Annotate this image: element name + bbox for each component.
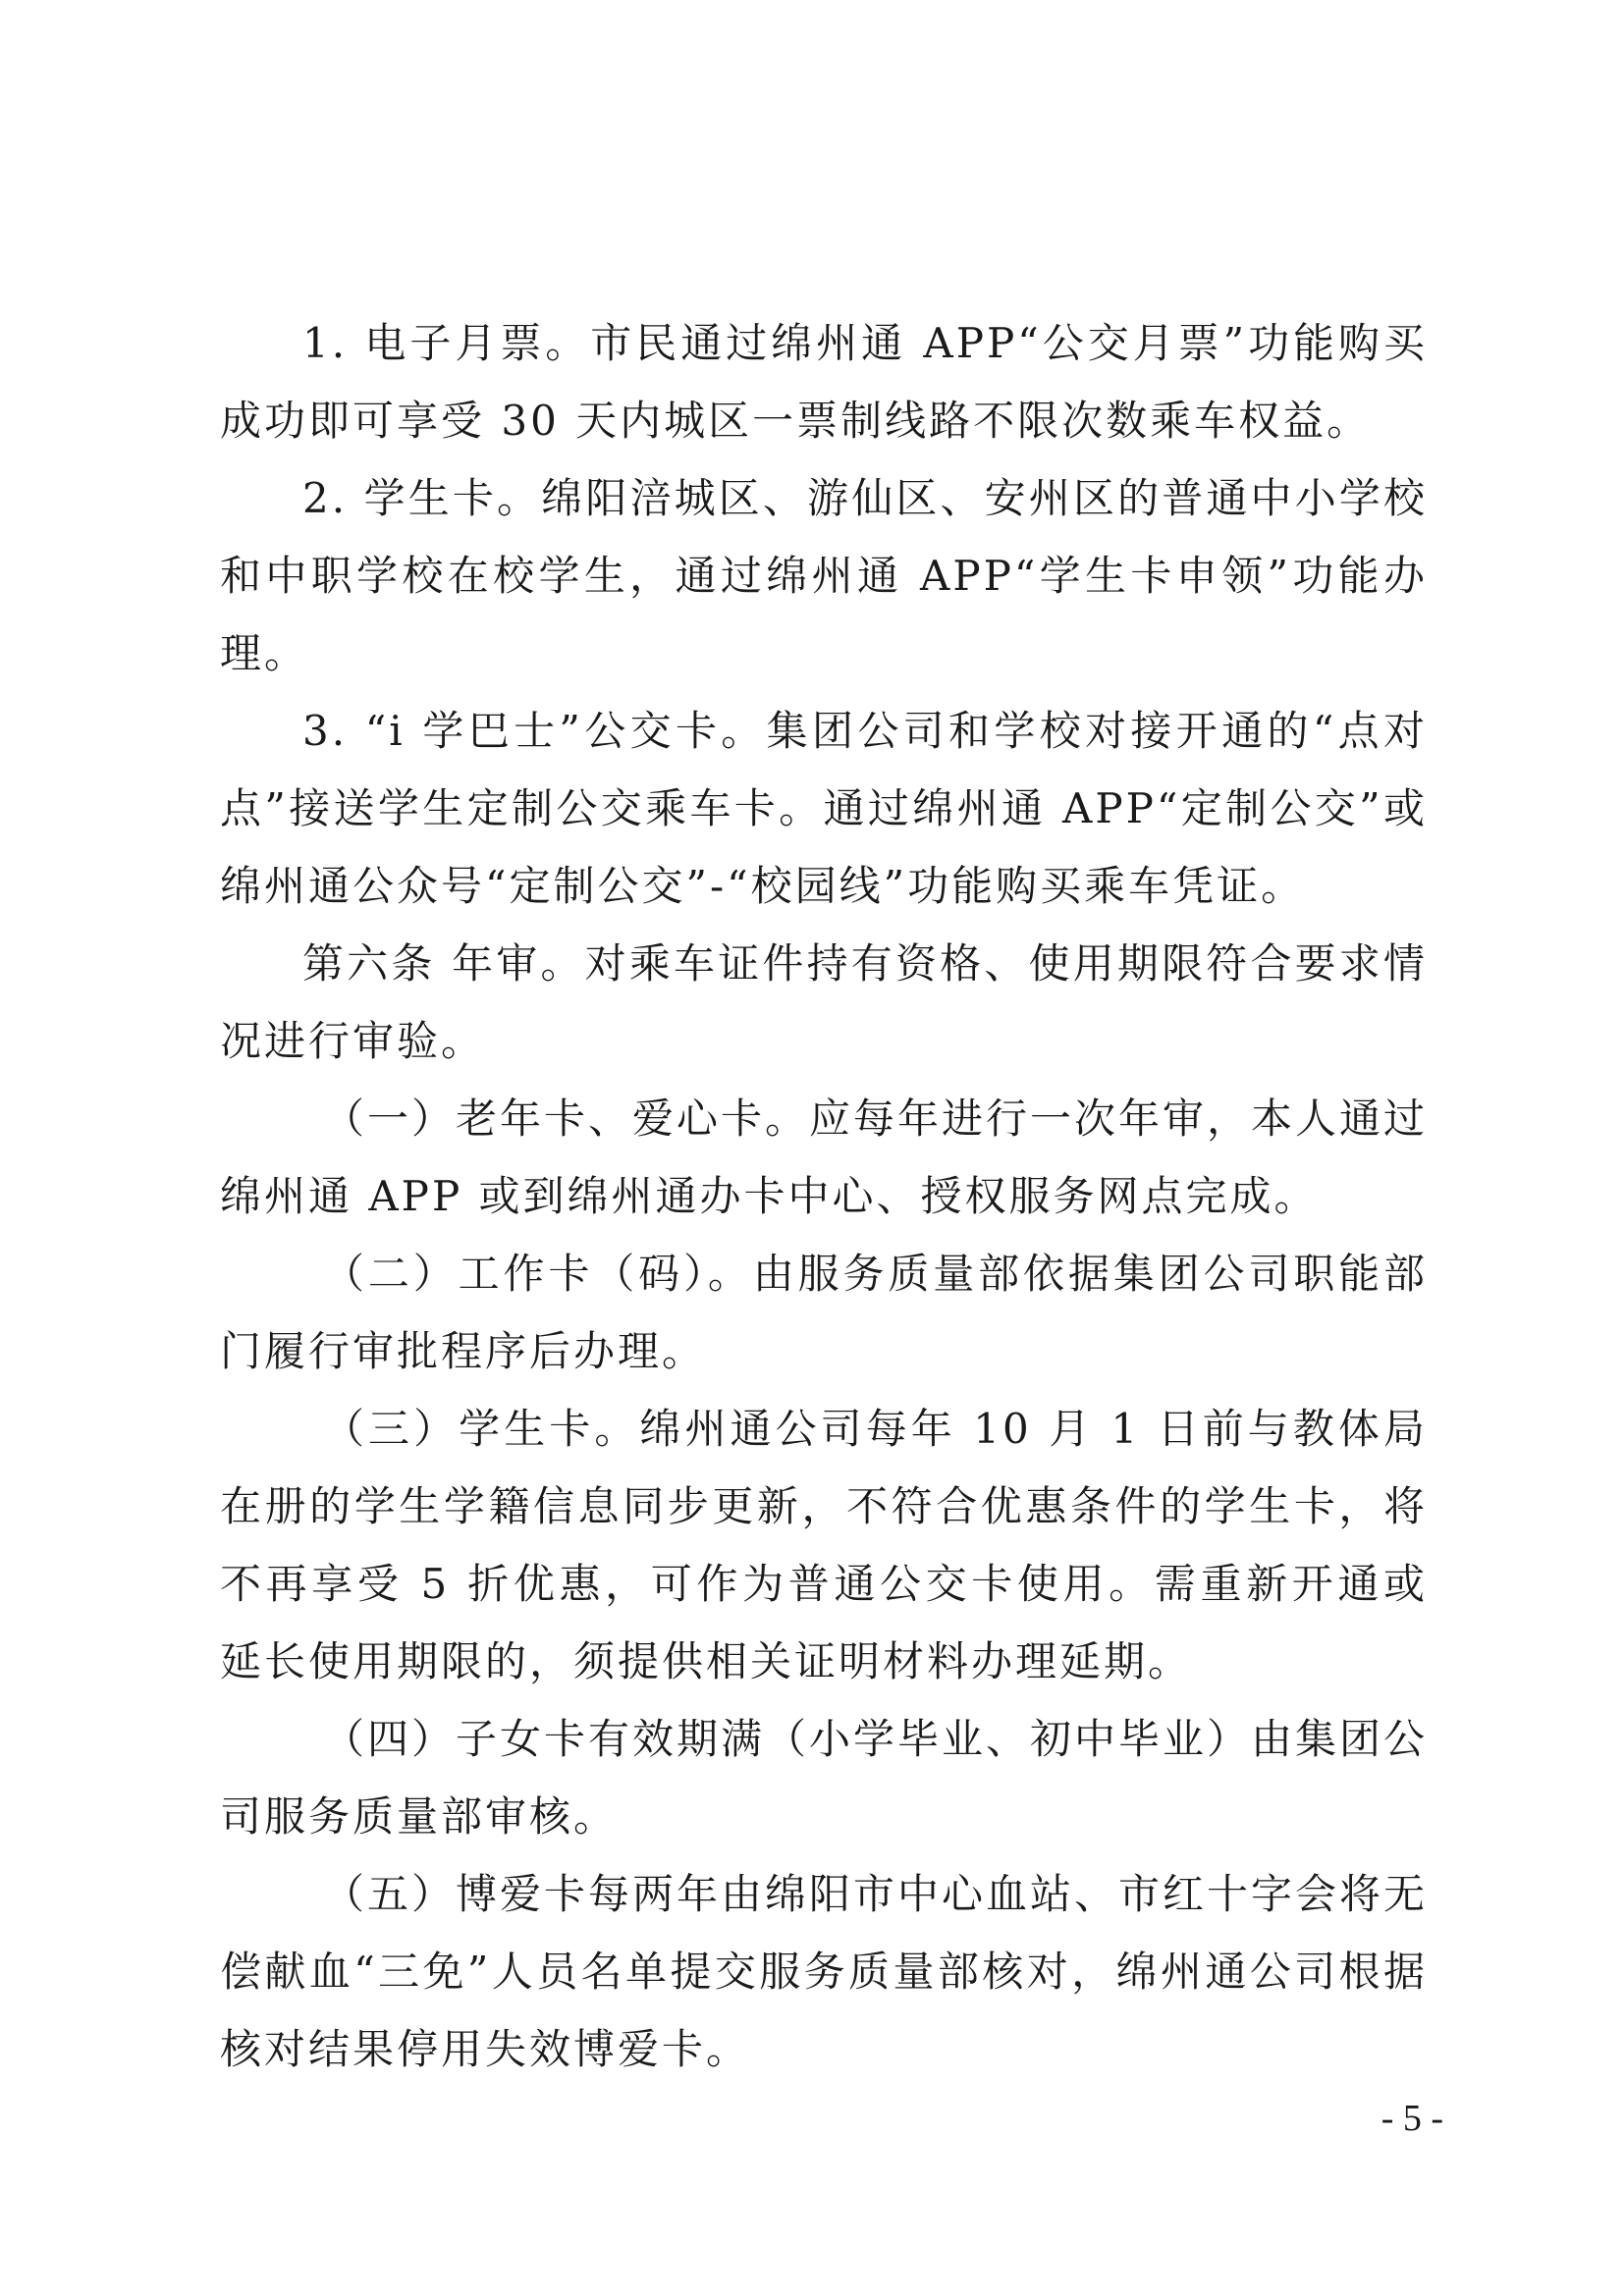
- paragraph-student-card: 2. 学生卡。绵阳涪城区、游仙区、安州区的普通中小学校和中职学校在校学生，通过绵州通 APP“学生卡申领”功能办理。: [220, 474, 1428, 677]
- paragraph-charity-card: （五）博爱卡每两年由绵阳市中心血站、市红十字会将无偿献血“三免”人员名单提交服务质量部核对，绵州通公司根据核对结果停用失效博爱卡。: [220, 1870, 1429, 2073]
- paragraph-senior-care-card: （一）老年卡、爱心卡。应每年进行一次年审，本人通过绵州通 APP 或到绵州通办卡中心、授权服务网点完成。: [220, 1095, 1429, 1220]
- paragraph-work-card: （二）工作卡（码）。由服务质量部依据集团公司职能部门履行审批程序后办理。: [220, 1250, 1428, 1375]
- paragraph-electronic-monthly-ticket: 1. 电子月票。市民通过绵州通 APP“公交月票”功能购买成功即可享受 30 天内城区一票制线路不限次数乘车权益。: [220, 319, 1428, 445]
- paragraph-student-card-review: （三）学生卡。绵州通公司每年 10 月 1 日前与教体局在册的学生学籍信息同步更新，不符合优惠条件的学生卡，将不再享受 5 折优惠，可作为普通公交卡使用。需重新开通或延长使用期限的，须提供相关证明材料办理延期。: [220, 1405, 1428, 1685]
- paragraph-i-school-bus-card: 3. “i 学巴士”公交卡。集团公司和学校对接开通的“点对点”接送学生定制公交乘车卡。通过绵州通 APP“定制公交”或绵州通公众号“定制公交”-“校园线”功能购买乘车凭证。: [220, 707, 1428, 910]
- paragraph-children-card: （四）子女卡有效期满（小学毕业、初中毕业）由集团公司服务质量部审核。: [220, 1715, 1429, 1841]
- paragraph-article-six-annual-review: 第六条 年审。对乘车证件持有资格、使用期限符合要求情况进行审验。: [220, 939, 1428, 1065]
- page-number: - 5 -: [1380, 2098, 1443, 2139]
- document-body: [220, 304, 1428, 2088]
